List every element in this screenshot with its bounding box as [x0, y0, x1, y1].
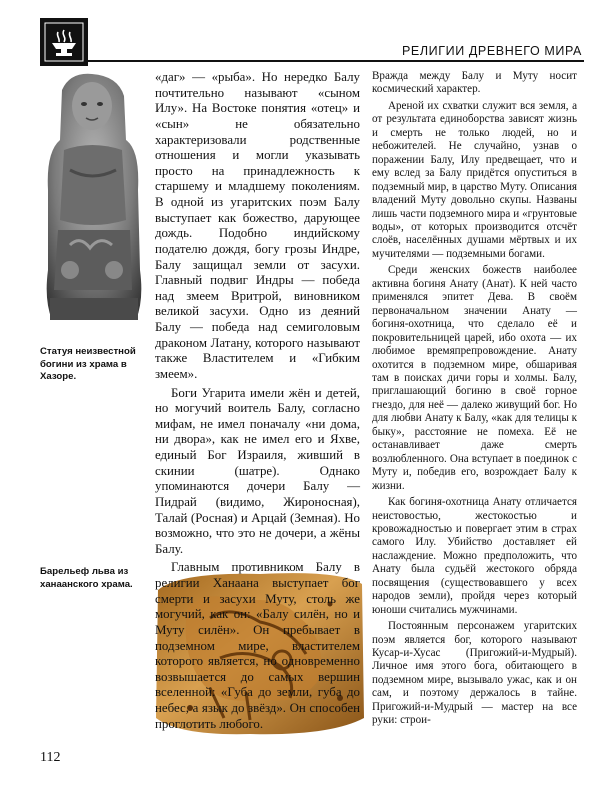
- header-rule: [84, 60, 584, 62]
- paragraph: Среди женских божеств наиболее активна богиня Анату (Анат). К ней часто применялся эпитет Дева. В своём первоначальном значении Анату — богиня-охотница, что сделало её и покровительницей царей, ибо охота — их любимое времяпрепровождение. Анату охотится в подземном мире, обшаривая там в поисках дичи горы и холмы. Балу, приглашающий богиню в своё горное гнездо, для неё — далеко живущий бог. Но для любви Анату к Балу, «как для телицы к быку», расстояние не помеха. Её не останавливает даже смерть возлюбленного. Она вступает в поединок с Муту и, победив его, возрождает Балу к жизни.: [372, 264, 577, 492]
- relief-caption: Барельеф льва из ханаанского храма.: [40, 566, 133, 590]
- running-head: РЕЛИГИИ ДРЕВНЕГО МИРА: [401, 44, 582, 58]
- statue-photo: [40, 70, 146, 322]
- paragraph: Главным противником Балу в религии Ханаана выступает бог смерти и засухи Муту, столь же могучий, как он: «Балу силён, но и Муту силён». Он пребывает в подземном мире, властителем которого является, но одновременно возвышается до самых вершин вселенной: «Губа до земли, губа до небес, а язык до звёзд». Он способен проглотить любого.: [155, 560, 360, 731]
- text-column-1: [155, 70, 360, 735]
- paragraph: Как богиня-охотница Анату отличается неистовостью, жестокостью и кровожадностью и повергает этим в страх самого Илу. Убийство доставляет ей наслаждение. Можно предположить, что Анату была судьёй жестокого обряда посвящения (существовавшего у всех народов земли), пройдя через который юноши считались мужчинами.: [372, 496, 577, 616]
- page-number: 112: [40, 750, 61, 765]
- oil-lamp-icon: [42, 20, 86, 64]
- statue-caption: Статуя неизвестной богини из храма в Хазоре.: [40, 346, 136, 382]
- text-column-2: [372, 70, 577, 731]
- paragraph: Боги Угарита имели жён и детей, но могучий воитель Балу, согласно мифам, не имел поначалу «ни дома, ни двора», как не имел его и Яхве, единый Бог Израиля, живший в скинии (шатре). Однако упоминаются дочери Балу — Пидрай (видимо, Жироносная), Талай (Росная) и Арцай (Земная). Но возможно, что это не дочери, а жёны Балу.: [155, 385, 360, 556]
- paragraph: Постоянным персонажем угаритских поэм является бог, которого называют Кусар-и-Хусас (Пригожий-и-Мудрый). Личное имя этого бога, обитающего в подземном мире, вызывало ужас, как и он сам, и поэтому держалось в тайне. Пригожий-и-Мудрый — мастер на все руки: строи-: [372, 620, 577, 727]
- paragraph: Ареной их схватки служит вся земля, а от результата единоборства зависят жизнь и смерть не только людей, но и небожителей. Не случайно, узнав о поражении Балу, Илу предвещает, что и ему вслед за Балу придётся опуститься в подземный мир, в царство Муту. Описания владений Муту довольно скупы. Названы лишь части подземного мира и «грунтовые воды», от которых производится отсчёт слоёв, населённых душами мёртвых и их мучителями — подземными богами.: [372, 99, 577, 260]
- paragraph: Вражда между Балу и Муту носит космический характер.: [372, 70, 577, 96]
- header-emblem: [40, 18, 88, 66]
- paragraph: «даг» — «рыба». Но нередко Балу почтительно называют «сыном Илу». На Востоке понятия «отец» и «сын» не обязательно характеризовали родственные отношения и могли указывать просто на принадлежность к старшему и младшему поколениям. В одной из угаритских поэм Балу выступает как божество, дарующее дождь. Подобно индийскому подателю дождя, богу грозы Индре, Балу защищал земли от засухи. Главный подвиг Индры — победа над змеем Вритрой, виновником великой засухи. Одно из деяний Балу — победа над семиголовым драконом Латану, которого называют также Властителем и «Гибким змеем».: [155, 70, 360, 381]
